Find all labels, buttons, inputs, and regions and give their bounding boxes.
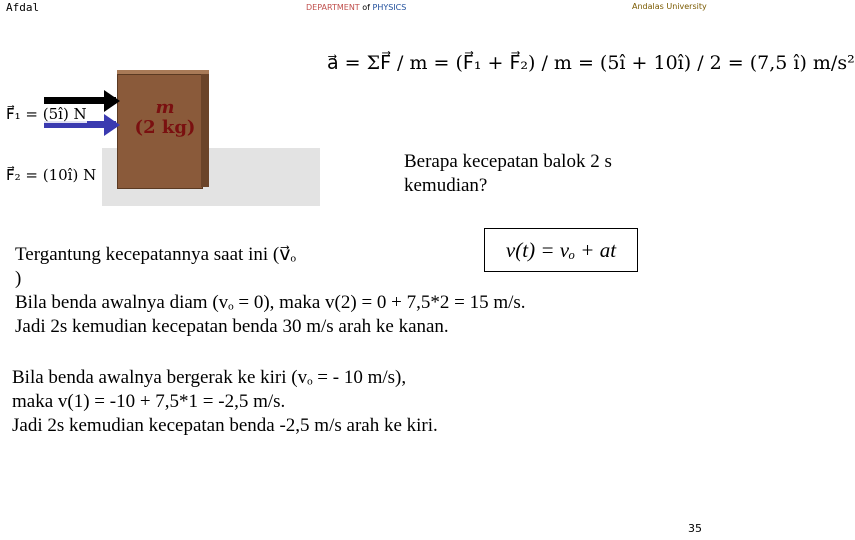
force1-arrowhead-icon	[104, 90, 120, 112]
para2-line2: maka v(1) = -10 + 7,5*1 = -2,5 m/s.	[12, 391, 286, 412]
mass-symbol: m	[155, 97, 175, 118]
para1-line3: Bila benda awalnya diam (vₒ = 0), maka v(2) = 0 + 7,5*2 = 15 m/s.	[15, 292, 526, 313]
acceleration-equation: a⃗ = ΣF⃗ / m = (F⃗₁ + F⃗₂) / m = (5î + 10î) / 2 = (7,5 î) m/s²	[327, 52, 855, 74]
para1-line4: Jadi 2s kemudian kecepatan benda 30 m/s arah ke kanan.	[15, 316, 449, 337]
department-of: of	[362, 3, 370, 12]
para2-line1: Bila benda awalnya bergerak ke kiri (vₒ = - 10 m/s),	[12, 367, 407, 388]
university-label: Andalas University	[632, 2, 707, 11]
velocity-formula: v(t) = vₒ + at	[505, 237, 617, 262]
force1-label: F⃗₁ = (5î) N	[6, 105, 87, 123]
velocity-formula-box	[484, 228, 638, 272]
force-diagram	[0, 40, 330, 210]
force2-arrowhead-icon	[104, 114, 120, 136]
box-side-face	[201, 74, 209, 187]
force2-label: F⃗₂ = (10î) N	[6, 166, 97, 184]
department-word: DEPARTMENT	[306, 3, 360, 12]
department-name: PHYSICS	[372, 3, 407, 12]
para1-line1: Tergantung kecepatannya saat ini (v⃗ₒ	[15, 244, 296, 265]
mass-value: (2 kg)	[134, 117, 196, 138]
page-number: 35	[688, 522, 702, 535]
mass-label	[130, 98, 200, 138]
para1-line2: )	[15, 268, 22, 289]
para2-line3: Jadi 2s kemudian kecepatan benda -2,5 m/s arah ke kiri.	[12, 415, 438, 436]
author-label: Afdal	[6, 1, 40, 14]
department-label	[306, 3, 406, 12]
question-text: Berapa kecepatan balok 2 s kemudian?	[404, 151, 612, 196]
